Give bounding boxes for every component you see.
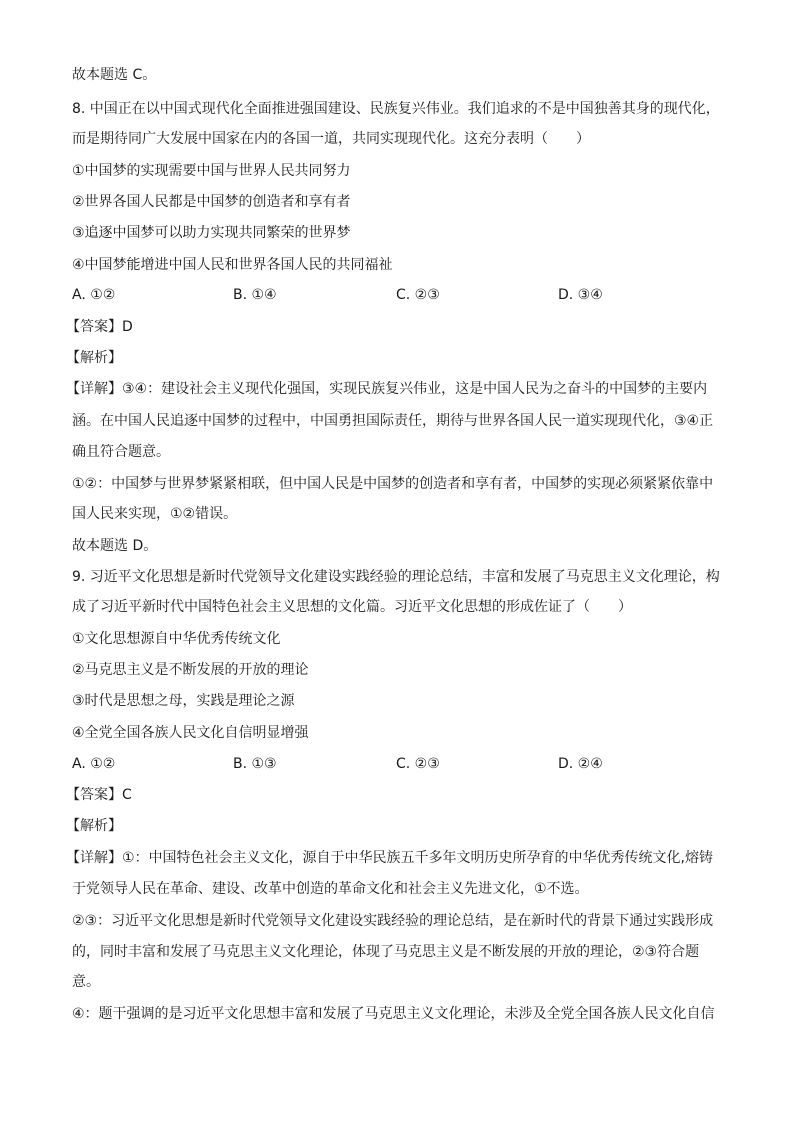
q7-conclusion: 故本题选 C。 bbox=[72, 67, 157, 83]
q9-option-a: A. ①② bbox=[72, 756, 116, 772]
answer-tag: 【答案】 bbox=[66, 319, 122, 335]
detail-text: ①：中国特色社会主义文化，源自于中华民族五千多年文明历史所孕育的中华优秀传统文化,熔铸 bbox=[122, 850, 713, 866]
q8-item-1: ①中国梦的实现需要中国与世界人民共同努力 bbox=[72, 163, 351, 179]
q8-option-b: B. ①④ bbox=[233, 287, 277, 303]
q8-detail-line-1 bbox=[66, 380, 707, 398]
q9-item-2: ②马克思主义是不断发展的开放的理论 bbox=[72, 662, 309, 678]
detail-tag: 【详解】 bbox=[66, 381, 122, 397]
q9-option-d: D. ②④ bbox=[558, 756, 603, 772]
q8-item-2: ②世界各国人民都是中国梦的创造者和享有者 bbox=[72, 194, 351, 210]
q8-detail-line-4: ①②：中国梦与世界梦紧紧相联，但中国人民是中国梦的创造者和享有者，中国梦的实现必须紧紧依靠中 bbox=[72, 476, 714, 492]
detail-text: ③④：建设社会主义现代化强国，实现民族复兴伟业，这是中国人民为之奋斗的中国梦的主要内 bbox=[122, 381, 708, 397]
q9-item-1: ①文化思想源自中华优秀传统文化 bbox=[72, 631, 281, 647]
q8-option-c: C. ②③ bbox=[396, 287, 440, 303]
answer-value: C bbox=[122, 787, 132, 803]
q9-option-b: B. ①③ bbox=[233, 756, 277, 772]
q9-detail-line-3: ②③：习近平文化思想是新时代党领导文化建设实践经验的理论总结，是在新时代的背景下通过实践形成 bbox=[72, 913, 714, 929]
q8-stem-line-2: 而是期待同广大发展中国家在内的各国一道，共同实现现代化。这充分表明（ ） bbox=[72, 131, 590, 147]
q8-answer bbox=[66, 318, 133, 336]
q9-item-4: ④全党全国各族人民文化自信明显增强 bbox=[72, 725, 309, 741]
q9-detail-line-2: 于党领导人民在革命、建设、改革中创造的革命文化和社会主义先进文化，①不选。 bbox=[72, 881, 589, 897]
q9-stem-line-2: 成了习近平新时代中国特色社会主义思想的文化篇。习近平文化思想的形成佐证了（ ） bbox=[72, 599, 632, 615]
q8-detail-line-5: 国人民来实现，①②错误。 bbox=[72, 506, 238, 522]
detail-tag: 【详解】 bbox=[66, 850, 122, 866]
q8-item-4: ④中国梦能增进中国人民和世界各国人民的共同福祉 bbox=[72, 257, 393, 273]
q8-detail-line-2: 涵。在中国人民追逐中国梦的过程中，中国勇担国际责任，期待与世界各国人民一道实现现代化，③④正 bbox=[72, 413, 714, 429]
q8-item-3: ③追逐中国梦可以助力实现共同繁荣的世界梦 bbox=[72, 225, 351, 241]
q8-analysis-tag: 【解析】 bbox=[66, 350, 122, 366]
q9-item-3: ③时代是思想之母，实践是理论之源 bbox=[72, 693, 295, 709]
q8-option-d: D. ③④ bbox=[558, 287, 603, 303]
q9-option-c: C. ②③ bbox=[396, 756, 440, 772]
answer-tag: 【答案】 bbox=[66, 787, 122, 803]
q9-detail-line-4: 的，同时丰富和发展了马克思主义文化理论，体现了马克思主义是不断发展的开放的理论，②③符合题 bbox=[72, 944, 700, 960]
q9-detail-line-1 bbox=[66, 849, 713, 867]
q9-analysis-tag: 【解析】 bbox=[66, 818, 122, 834]
q8-stem-line-1: 8. 中国正在以中国式现代化全面推进强国建设、民族复兴伟业。我们追求的不是中国独善其身的现代化， bbox=[72, 101, 720, 117]
q9-detail-line-6: ④：题干强调的是习近平文化思想丰富和发展了马克思主义文化理论，未涉及全党全国各族人民文化自信 bbox=[72, 1006, 715, 1022]
q9-detail-line-5: 意。 bbox=[72, 974, 100, 990]
q8-detail-line-3: 确且符合题意。 bbox=[72, 444, 170, 460]
q9-answer bbox=[66, 786, 132, 804]
q8-option-a: A. ①② bbox=[72, 287, 116, 303]
q8-conclusion: 故本题选 D。 bbox=[72, 538, 158, 554]
q9-stem-line-1: 9. 习近平文化思想是新时代党领导文化建设实践经验的理论总结，丰富和发展了马克思主义文化理论，构 bbox=[72, 569, 720, 585]
answer-value: D bbox=[122, 319, 133, 335]
